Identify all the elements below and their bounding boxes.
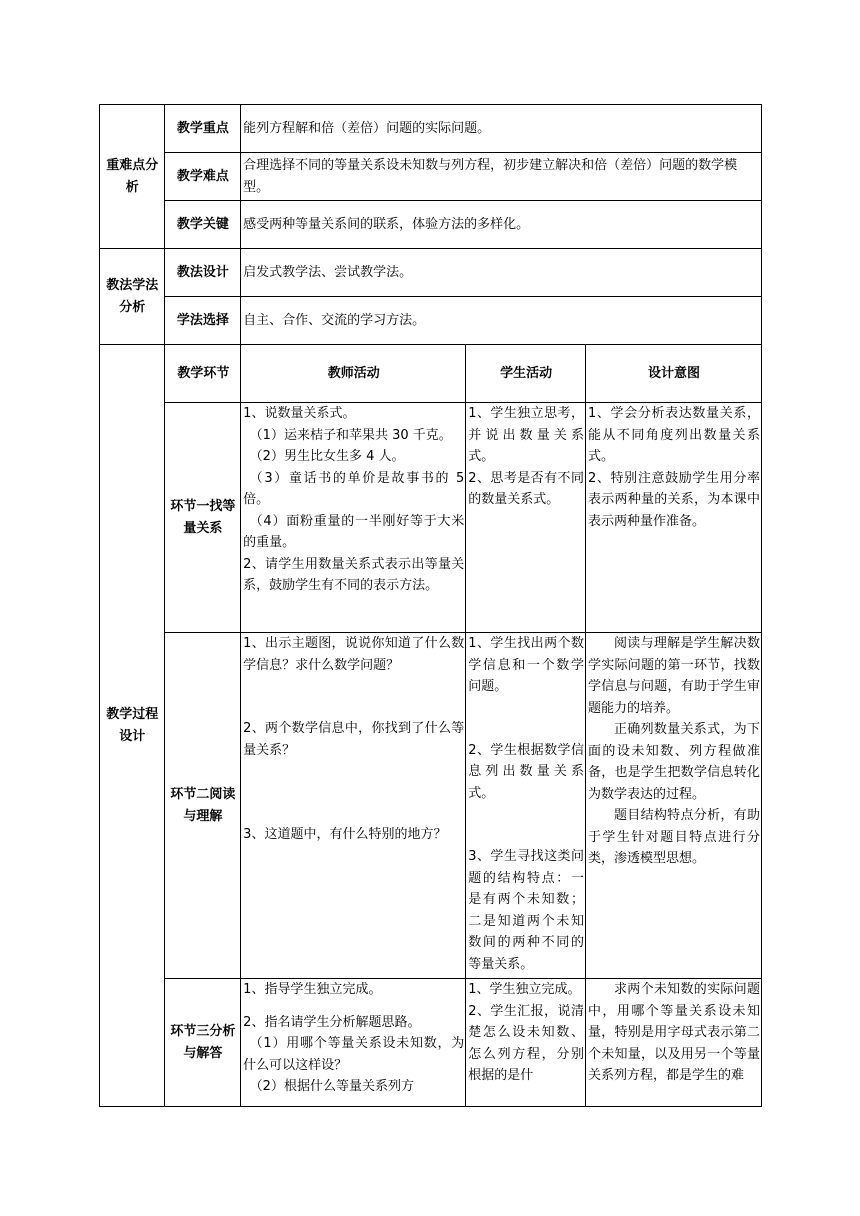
table-row — [100, 153, 762, 201]
student-activity: 1、学生独立完成。 2、学生汇报，说清楚怎么设未知数、怎么列方程，分别根据的是什 — [466, 979, 586, 1107]
stage-name: 环节二阅读与理解 — [165, 633, 241, 979]
section-title-difficulty: 重难点分析 — [100, 105, 165, 249]
design-intent: 求两个未知数的实际问题中，用哪个等量关系设未知量，特别是用字母式表示第二个未知量，以及用另一个等量关系列方程，都是学生的难 — [585, 979, 761, 1107]
column-header: 教学环节 — [165, 345, 241, 403]
column-header: 设计意图 — [585, 345, 761, 403]
table-row — [100, 633, 762, 979]
column-header: 教师活动 — [241, 345, 466, 403]
row-label: 教学难点 — [165, 153, 241, 201]
table-row — [100, 105, 762, 153]
teacher-activity: 1、指导学生独立完成。 2、指名请学生分析解题思路。 （1）用哪个等量关系设未知数，为什么可以这样设？ （2）根据什么等量关系列方 — [241, 979, 466, 1107]
table-row — [100, 979, 762, 1107]
table-header-row — [100, 345, 762, 403]
table-row — [100, 249, 762, 297]
teacher-activity: 1、说数量关系式。 （1）运来桔子和苹果共 30 千克。 （2）男生比女生多 4 人。 （3）童话书的单价是故事书的 5 倍。 （4）面粉重量的一半刚好等于大米的重量。 2、请学生用数量关系式表示出等量关系，鼓励学生有不同的表示方法。 — [241, 403, 466, 633]
stage-name: 环节一找等量关系 — [165, 403, 241, 633]
design-intent: 阅读与理解是学生解决数学实际问题的第一环节，找数学信息与问题，有助于学生审题能力的培养。 正确列数量关系式，为下面的设未知数、列方程做准备，也是学生把数学信息转化为数学表达的过程。 题目结构特点分析，有助于学生针对题目特点进行分类，渗透模型思想。 — [585, 633, 761, 979]
section-title-process: 教学过程设计 — [100, 345, 165, 1107]
table-row — [100, 403, 762, 633]
table-row — [100, 297, 762, 345]
row-content: 合理选择不同的等量关系设未知数与列方程，初步建立解决和倍（差倍）问题的数学模型。 — [241, 153, 762, 201]
row-label: 学法选择 — [165, 297, 241, 345]
lesson-plan-table — [99, 104, 762, 1107]
table-row — [100, 201, 762, 249]
row-content: 启发式教学法、尝试教学法。 — [241, 249, 762, 297]
row-content: 自主、合作、交流的学习方法。 — [241, 297, 762, 345]
section-title-method: 教法学法分析 — [100, 249, 165, 345]
row-content: 能列方程解和倍（差倍）问题的实际问题。 — [241, 105, 762, 153]
student-activity: 1、学生找出两个数学信息和一个数学问题。 2、学生根据数学信息列出数量关系式。 3、学生寻找这类问题的结构特点：一是有两个未知数；二是知道两个未知数间的两种不同的等量关系。 — [466, 633, 586, 979]
row-label: 教学关键 — [165, 201, 241, 249]
row-content: 感受两种等量关系间的联系，体验方法的多样化。 — [241, 201, 762, 249]
teacher-activity: 1、出示主题图，说说你知道了什么数学信息？求什么数学问题？ 2、两个数学信息中，你找到了什么等量关系？ 3、这道题中，有什么特别的地方？ — [241, 633, 466, 979]
student-activity: 1、学生独立思考，并说出数量关系式。 2、思考是否有不同的数量关系式。 — [466, 403, 586, 633]
stage-name: 环节三分析与解答 — [165, 979, 241, 1107]
row-label: 教法设计 — [165, 249, 241, 297]
row-label: 教学重点 — [165, 105, 241, 153]
design-intent: 1、学会分析表达数量关系，能从不同角度列出数量关系式。 2、特别注意鼓励学生用分率表示两种量的关系，为本课中表示两种量作准备。 — [585, 403, 761, 633]
column-header: 学生活动 — [466, 345, 586, 403]
